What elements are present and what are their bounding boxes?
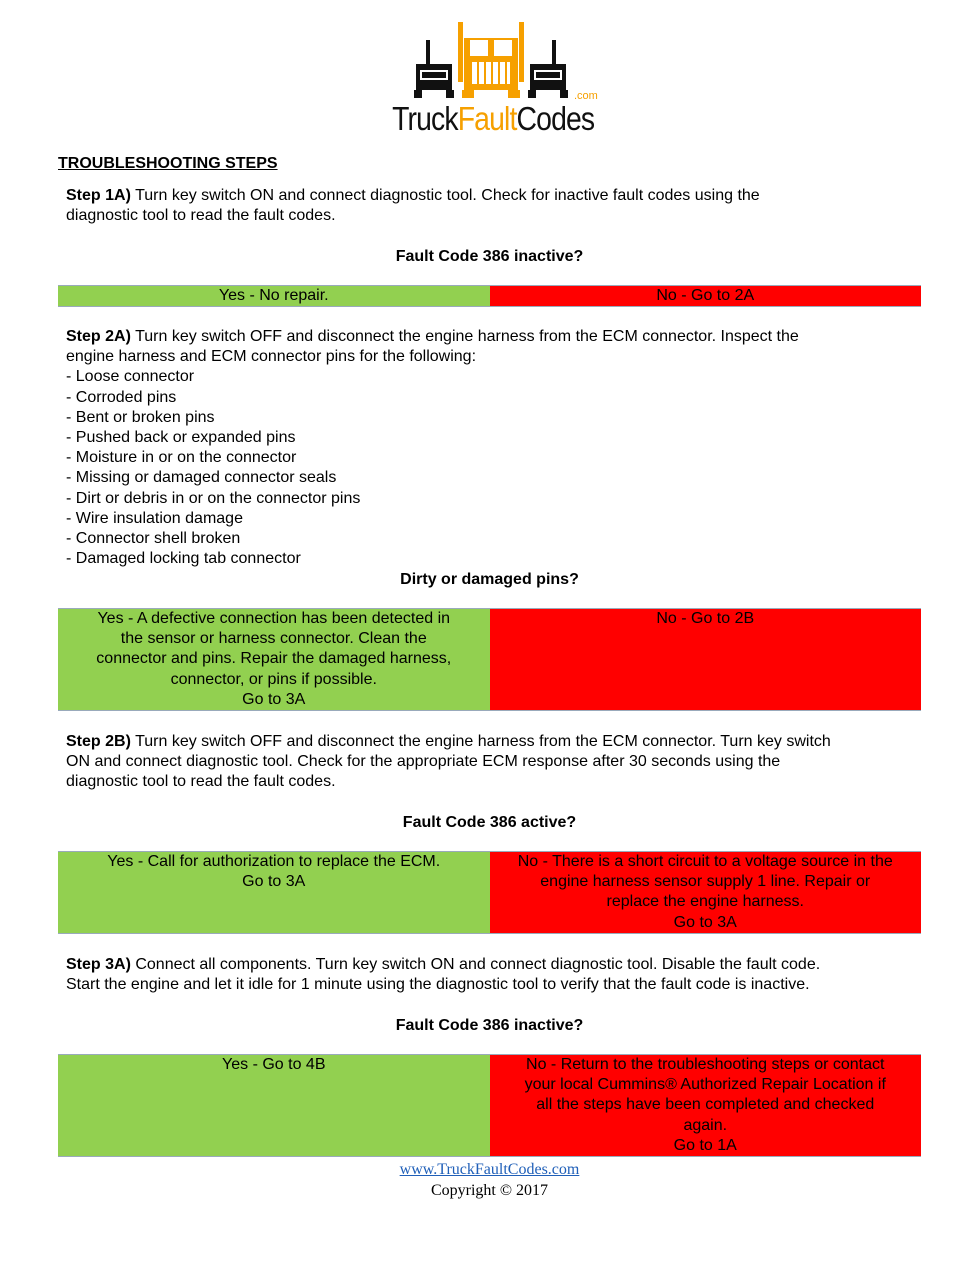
logo-domain-suffix: .com (574, 90, 598, 102)
step-2a-no: No - Go to 2B (490, 609, 922, 710)
step-3a-yes: Yes - Go to 4B (58, 1055, 490, 1156)
step-1a-text: Step 1A) Turn key switch ON and connect diagnostic tool. Check for inactive fault codes using the diagnostic tool to read the fault codes. (66, 187, 760, 225)
step-2a-answers (58, 608, 921, 711)
step-2a-yes: Yes - A defective connection has been detected in the sensor or harness connector. Clean the connector and pins. Repair the damaged harness, connector, or pins if possible. Go to 3A (58, 609, 490, 710)
page-heading: TROUBLESHOOTING STEPS (58, 155, 278, 172)
step-1a-no: No - Go to 2A (490, 286, 922, 306)
step-2b-text: Step 2B) Turn key switch OFF and disconnect the engine harness from the ECM connector. Turn key switch ON and connect diagnostic tool. Check for the appropriate ECM response after 30 seconds using the diagnostic tool to read the fault codes. (66, 733, 831, 791)
step-3a-question: Fault Code 386 inactive? (395, 1017, 584, 1034)
step-2a-text: Step 2A) Turn key switch OFF and disconnect the engine harness from the ECM connector. Inspect the engine harness and ECM connector pins for the following: - Loose connector - Corroded pins - Bent or broken pins - Pushed back or expanded pins - Moisture in or on the connector - Missing or damaged connector seals - Dirt or debris in or on the connector pins - Wire insulation damage - Connector shell broken - Damaged locking tab connector (66, 328, 799, 568)
step-1a-question: Fault Code 386 inactive? (395, 248, 584, 265)
step-3a-no: No - Return to the troubleshooting steps or contact your local Cummins® Authorized Repair Location if all the steps have been completed and checked again. Go to 1A (490, 1055, 922, 1156)
step-2b-question: Fault Code 386 active? (402, 814, 577, 831)
footer-copyright: Copyright © 2017 (430, 1182, 549, 1199)
step-3a-answers (58, 1054, 921, 1157)
logo-wordmark: TruckFaultCodes (392, 100, 595, 137)
step-1a-answers (58, 285, 921, 307)
step-1a-yes: Yes - No repair. (58, 286, 490, 306)
step-2a-question: Dirty or damaged pins? (400, 571, 579, 588)
logo (376, 18, 606, 137)
step-2b-no: No - There is a short circuit to a voltage source in the engine harness sensor supply 1 line. Repair or replace the engine harness. Go to 3A (490, 852, 922, 933)
step-3a-text: Step 3A) Connect all components. Turn key switch ON and connect diagnostic tool. Disable the fault code. Start the engine and let it idle for 1 minute using the diagnostic tool to verify that the fault code is inactive. (66, 956, 821, 994)
step-2b-answers (58, 851, 921, 934)
footer-website-link[interactable]: www.TruckFaultCodes.com (399, 1161, 580, 1178)
step-2b-yes: Yes - Call for authorization to replace the ECM. Go to 3A (58, 852, 490, 933)
semi-truck-icon (376, 18, 606, 98)
